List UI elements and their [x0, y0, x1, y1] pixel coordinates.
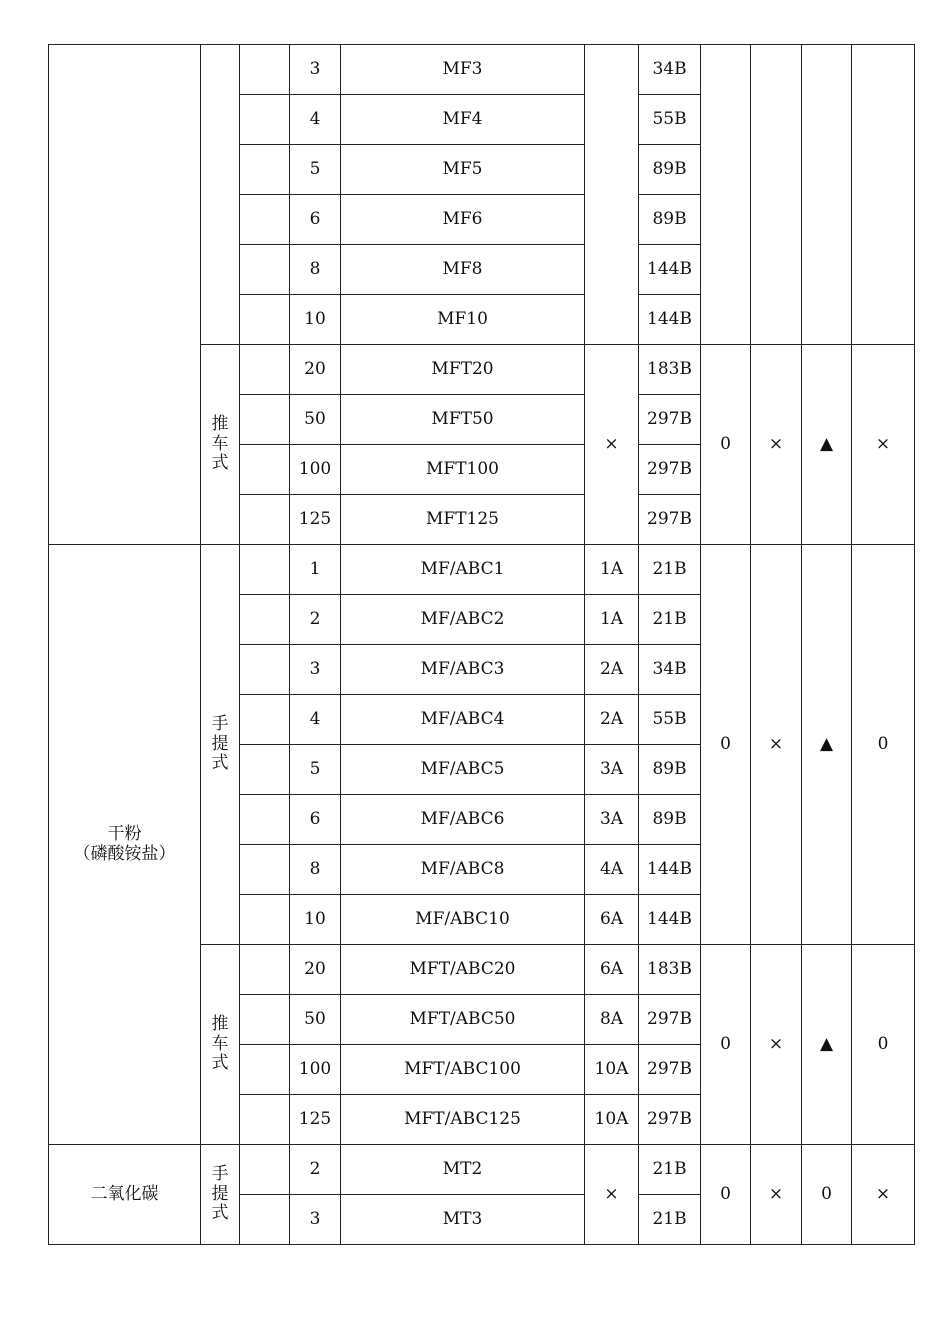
blank-cell: [240, 545, 290, 595]
model-cell: MFT50: [341, 395, 585, 445]
mark-cell: ×: [751, 345, 802, 545]
mark-cell: 0: [852, 945, 915, 1145]
model-cell: MFT/ABC125: [341, 1095, 585, 1145]
model-cell: MF3: [341, 45, 585, 95]
mark-cell: [852, 45, 915, 345]
a-rating-cell: 3A: [585, 795, 639, 845]
model-cell: MF/ABC5: [341, 745, 585, 795]
blank-cell: [240, 145, 290, 195]
size-cell: 1: [290, 545, 341, 595]
b-rating-cell: 144B: [639, 895, 701, 945]
model-cell: MFT/ABC50: [341, 995, 585, 1045]
size-cell: 10: [290, 895, 341, 945]
blank-cell: [240, 645, 290, 695]
model-cell: MF/ABC6: [341, 795, 585, 845]
model-cell: MF4: [341, 95, 585, 145]
mark-cell: ▲: [802, 545, 852, 945]
model-cell: MFT20: [341, 345, 585, 395]
blank-cell: [240, 795, 290, 845]
model-cell: MF10: [341, 295, 585, 345]
size-cell: 20: [290, 945, 341, 995]
a-rating-cell: 10A: [585, 1095, 639, 1145]
agent-type-cell: [49, 545, 201, 1145]
mark-cell: 0: [852, 545, 915, 945]
model-cell: MFT/ABC100: [341, 1045, 585, 1095]
model-cell: MFT125: [341, 495, 585, 545]
b-rating-cell: 21B: [639, 545, 701, 595]
form-cell: 推车式: [201, 945, 240, 1145]
b-rating-cell: 297B: [639, 395, 701, 445]
blank-cell: [240, 745, 290, 795]
model-cell: MF/ABC8: [341, 845, 585, 895]
model-cell: MF/ABC10: [341, 895, 585, 945]
mark-cell: 0: [701, 345, 751, 545]
size-cell: 100: [290, 1045, 341, 1095]
blank-cell: [240, 445, 290, 495]
a-rating-cell: ×: [585, 1145, 639, 1245]
blank-cell: [240, 95, 290, 145]
b-rating-cell: 34B: [639, 645, 701, 695]
blank-cell: [240, 1095, 290, 1145]
blank-cell: [240, 595, 290, 645]
agent-type-cell: [49, 45, 201, 545]
b-rating-cell: 34B: [639, 45, 701, 95]
blank-cell: [240, 495, 290, 545]
form-cell: 手提式: [201, 545, 240, 945]
model-cell: MF6: [341, 195, 585, 245]
b-rating-cell: 297B: [639, 1045, 701, 1095]
size-cell: 3: [290, 1195, 341, 1245]
model-cell: MF/ABC3: [341, 645, 585, 695]
b-rating-cell: 297B: [639, 495, 701, 545]
size-cell: 6: [290, 795, 341, 845]
extinguisher-spec-table: [48, 44, 915, 1245]
b-rating-cell: 55B: [639, 95, 701, 145]
a-rating-cell: 6A: [585, 945, 639, 995]
a-rating-cell: 10A: [585, 1045, 639, 1095]
model-cell: MF/ABC4: [341, 695, 585, 745]
b-rating-cell: 144B: [639, 295, 701, 345]
model-cell: MF5: [341, 145, 585, 195]
table-row: [49, 545, 915, 595]
mark-cell: ×: [751, 545, 802, 945]
a-rating-cell: 4A: [585, 845, 639, 895]
table-row: [49, 1145, 915, 1195]
b-rating-cell: 89B: [639, 195, 701, 245]
model-cell: MFT/ABC20: [341, 945, 585, 995]
agent-type-line: （磷酸铵盐）: [73, 843, 176, 864]
blank-cell: [240, 695, 290, 745]
mark-cell: ×: [751, 945, 802, 1145]
mark-cell: ▲: [802, 945, 852, 1145]
model-cell: MF/ABC2: [341, 595, 585, 645]
b-rating-cell: 183B: [639, 345, 701, 395]
a-rating-cell: ×: [585, 345, 639, 545]
mark-cell: [802, 45, 852, 345]
a-rating-cell: 2A: [585, 645, 639, 695]
table-row: [49, 45, 915, 95]
size-cell: 50: [290, 395, 341, 445]
b-rating-cell: 55B: [639, 695, 701, 745]
a-rating-cell: 1A: [585, 595, 639, 645]
model-cell: MFT100: [341, 445, 585, 495]
agent-type-cell: 二氧化碳: [49, 1145, 201, 1245]
size-cell: 6: [290, 195, 341, 245]
a-rating-cell: 6A: [585, 895, 639, 945]
blank-cell: [240, 1045, 290, 1095]
b-rating-cell: 297B: [639, 995, 701, 1045]
blank-cell: [240, 45, 290, 95]
b-rating-cell: 89B: [639, 745, 701, 795]
blank-cell: [240, 295, 290, 345]
a-rating-cell: 2A: [585, 695, 639, 745]
mark-cell: ▲: [802, 345, 852, 545]
size-cell: 5: [290, 745, 341, 795]
mark-cell: ×: [852, 1145, 915, 1245]
b-rating-cell: 21B: [639, 1195, 701, 1245]
agent-type-line: 干粉: [107, 823, 142, 844]
mark-cell: 0: [701, 1145, 751, 1245]
form-cell: 推车式: [201, 345, 240, 545]
blank-cell: [240, 1145, 290, 1195]
b-rating-cell: 144B: [639, 845, 701, 895]
a-rating-cell: [585, 45, 639, 345]
size-cell: 2: [290, 1145, 341, 1195]
blank-cell: [240, 195, 290, 245]
size-cell: 125: [290, 495, 341, 545]
mark-cell: ×: [751, 1145, 802, 1245]
size-cell: 3: [290, 45, 341, 95]
size-cell: 8: [290, 845, 341, 895]
model-cell: MT3: [341, 1195, 585, 1245]
size-cell: 50: [290, 995, 341, 1045]
b-rating-cell: 21B: [639, 1145, 701, 1195]
blank-cell: [240, 945, 290, 995]
blank-cell: [240, 845, 290, 895]
mark-cell: ×: [852, 345, 915, 545]
b-rating-cell: 297B: [639, 445, 701, 495]
b-rating-cell: 89B: [639, 795, 701, 845]
form-cell: 手提式: [201, 1145, 240, 1245]
b-rating-cell: 297B: [639, 1095, 701, 1145]
size-cell: 4: [290, 95, 341, 145]
b-rating-cell: 21B: [639, 595, 701, 645]
size-cell: 4: [290, 695, 341, 745]
form-cell: [201, 45, 240, 345]
b-rating-cell: 89B: [639, 145, 701, 195]
mark-cell: 0: [802, 1145, 852, 1245]
mark-cell: [701, 45, 751, 345]
b-rating-cell: 144B: [639, 245, 701, 295]
size-cell: 100: [290, 445, 341, 495]
blank-cell: [240, 895, 290, 945]
size-cell: 20: [290, 345, 341, 395]
a-rating-cell: 3A: [585, 745, 639, 795]
model-cell: MF8: [341, 245, 585, 295]
size-cell: 2: [290, 595, 341, 645]
mark-cell: 0: [701, 945, 751, 1145]
model-cell: MF/ABC1: [341, 545, 585, 595]
blank-cell: [240, 245, 290, 295]
blank-cell: [240, 995, 290, 1045]
mark-cell: [751, 45, 802, 345]
a-rating-cell: 8A: [585, 995, 639, 1045]
model-cell: MT2: [341, 1145, 585, 1195]
size-cell: 5: [290, 145, 341, 195]
a-rating-cell: 1A: [585, 545, 639, 595]
mark-cell: 0: [701, 545, 751, 945]
b-rating-cell: 183B: [639, 945, 701, 995]
blank-cell: [240, 1195, 290, 1245]
blank-cell: [240, 395, 290, 445]
blank-cell: [240, 345, 290, 395]
size-cell: 10: [290, 295, 341, 345]
size-cell: 3: [290, 645, 341, 695]
size-cell: 125: [290, 1095, 341, 1145]
size-cell: 8: [290, 245, 341, 295]
